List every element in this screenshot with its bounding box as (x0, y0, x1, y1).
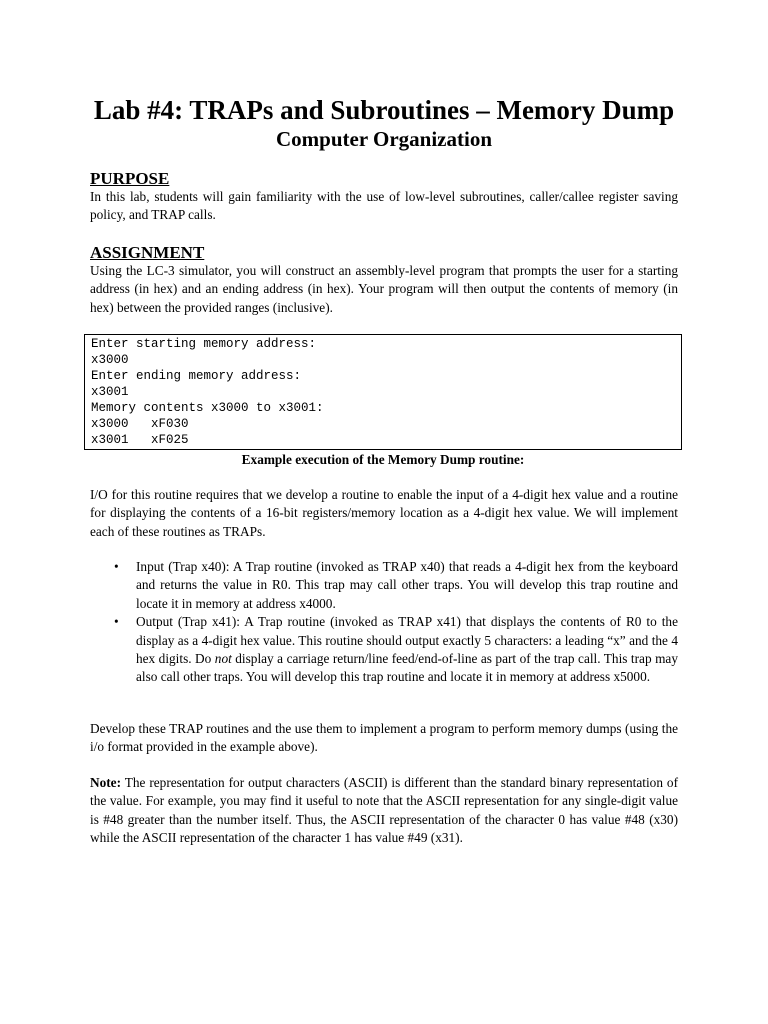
assignment-heading: ASSIGNMENT (90, 243, 205, 262)
output-trap-text-end: display a carriage return/line feed/end-of-line as part of the trap call. This trap may also call other traps. You will develop this trap routine and locate it in memory at address x5000. (136, 651, 678, 685)
develop-paragraph: Develop these TRAP routines and the use them to implement a program to perform memory dumps (using the i/o format provided in the example above). (90, 721, 678, 755)
code-line: x3000 xF030 (91, 417, 189, 431)
code-line: x3001 (91, 385, 129, 399)
note-label: Note: (90, 775, 122, 790)
example-caption: Example execution of the Memory Dump routine: (241, 452, 525, 467)
bullet-icon: • (114, 559, 119, 574)
code-line: x3000 (91, 353, 129, 367)
list-item (90, 558, 678, 613)
code-line: Memory contents x3000 to x3001: (91, 401, 324, 415)
example-execution-box (84, 334, 682, 450)
document-title: Lab #4: TRAPs and Subroutines – Memory Dump (93, 95, 675, 125)
output-trap-emphasis: not (214, 651, 232, 667)
io-paragraph: I/O for this routine requires that we develop a routine to enable the input of a 4-digit hex value and a routine for displaying the contents of a 16-bit registers/memory location as a 4-digit hex value. We will implement each of these routines as TRAPs. (90, 487, 678, 539)
bullet-icon: • (114, 614, 119, 630)
note-paragraph (90, 774, 678, 848)
code-line: x3001 xF025 (91, 433, 189, 447)
purpose-heading: PURPOSE (90, 169, 170, 188)
trap-bullet-list (90, 558, 678, 687)
list-item (90, 613, 678, 687)
input-trap-text: Input (Trap x40): A Trap routine (invoked as TRAP x40) that reads a 4-digit hex from the keyboard and returns the value in R0. This trap may call other traps. You will develop this trap routine and locate it in memory at address x4000. (136, 559, 678, 611)
output-trap-text (136, 613, 678, 687)
assignment-text: Using the LC-3 simulator, you will construct an assembly-level program that prompts the user for a starting address (in hex) and an ending address (in hex). Your program will then output the contents of memory (in hex) between the provided ranges (inclusive). (90, 263, 678, 315)
purpose-text: In this lab, students will gain familiarity with the use of low-level subroutines, caller/callee register saving policy, and TRAP calls. (90, 189, 678, 223)
code-line: Enter starting memory address: (91, 337, 317, 351)
output-trap-text-start: Output (Trap x41): A Trap routine (invoked as TRAP x41) that displays the contents of R0 to the display as a 4-digit hex value. This routine should output exactly 5 characters: a leading “x” and the 4 hex digits. Do (136, 614, 678, 667)
code-line: Enter ending memory address: (91, 369, 302, 383)
document-subtitle: Computer Organization (275, 127, 493, 151)
note-text: The representation for output characters (ASCII) is different than the standard binary representation of the value. For example, you may find it useful to note that the ASCII representation for any single-digit value is #48 greater than the number itself. Thus, the ASCII representation of the character 0 has value #48 (x30) while the ASCII representation of the character 1 has value #49 (x31). (90, 775, 678, 846)
